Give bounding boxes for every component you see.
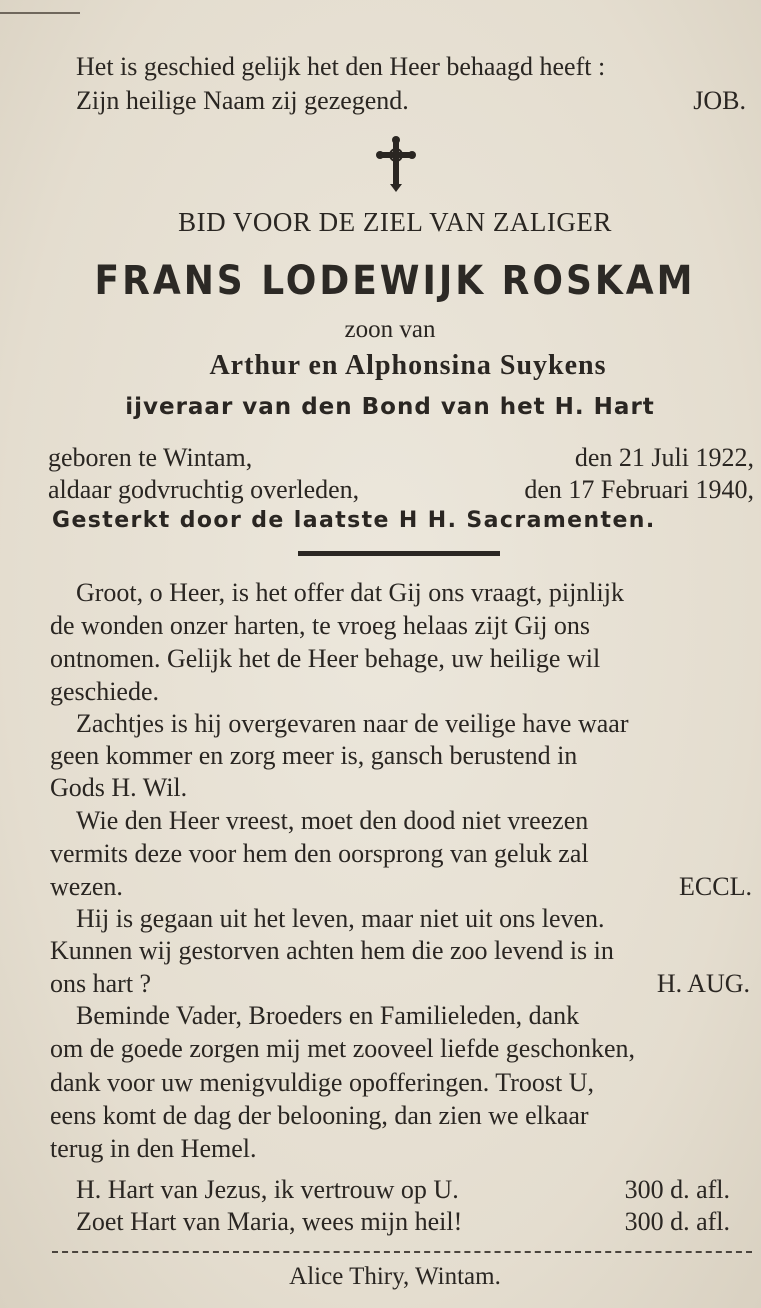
prayer-text: H. Hart van Jezus, ik vertrouw op U. (76, 1175, 459, 1204)
death-line (48, 475, 754, 505)
sacraments-line: Gesterkt door de laatste H H. Sacramenten. (52, 508, 656, 533)
body-line-with-source (50, 969, 750, 999)
parents-names: Arthur en Alphonsina Suykens (209, 350, 607, 381)
divider-rule (298, 551, 500, 556)
body-line: ons hart ? (50, 969, 152, 998)
body-line: geschiede. (50, 677, 160, 706)
quote-source: ECCL. (679, 872, 752, 901)
indulgence: 300 d. afl. (624, 1175, 730, 1204)
birth-date: den 21 Juli 1922, (574, 443, 754, 472)
body-line: eens komt de dag der belooning, dan zien we elkaar (50, 1101, 589, 1130)
body-line: Beminde Vader, Broeders en Familieleden, dank (76, 1001, 580, 1030)
body-line: vermits deze voor hem den oorsprong van geluk zal (50, 839, 589, 868)
body-line: Gods H. Wil. (50, 773, 188, 802)
birth-line (48, 443, 754, 473)
body-line: terug in den Hemel. (50, 1134, 257, 1163)
death-place: aldaar godvruchtig overleden, (48, 475, 360, 504)
ornate-cross-icon (376, 136, 416, 192)
body-line: Kunnen wij gestorven achten hem die zoo levend is in (50, 936, 614, 965)
body-line: ontnomen. Gelijk het de Heer behage, uw heilige wil (50, 644, 601, 673)
dashed-separator (52, 1251, 752, 1253)
prayer-text: Zoet Hart van Maria, wees mijn heil! (76, 1207, 463, 1236)
body-line: Hij is gegaan uit het leven, maar niet uit ons leven. (76, 904, 605, 933)
body-line-with-source (50, 872, 752, 902)
indulgence: 300 d. afl. (624, 1207, 730, 1236)
deceased-name: FRANS LODEWIJK ROSKAM (94, 258, 696, 304)
quote-source: H. AUG. (656, 969, 750, 998)
body-line: dank voor uw menigvuldige opofferingen. Troost U, (50, 1068, 595, 1097)
quote-text: Zijn heilige Naam zij gezegend. (76, 86, 409, 115)
quote-source: JOB. (693, 86, 746, 115)
printer-credit: Alice Thiry, Wintam. (289, 1263, 501, 1290)
quote-line-1: Het is geschied gelijk het den Heer behaagd heeft : (76, 52, 606, 81)
son-of-label: zoon van (344, 316, 436, 343)
body-line: Zachtjes is hij overgevaren naar de veilige have waar (76, 709, 629, 738)
body-line: de wonden onzer harten, te vroeg helaas zijt Gij ons (50, 611, 591, 640)
body-line: wezen. (50, 872, 123, 901)
bond-membership: ijveraar van den Bond van het H. Hart (125, 394, 655, 420)
prayer-line (76, 1175, 730, 1205)
body-line: geen kommer en zorg meer is, gansch berustend in (50, 741, 578, 770)
birth-place: geboren te Wintam, (48, 443, 253, 472)
quote-line-2 (76, 86, 746, 116)
top-edge-line (0, 12, 80, 14)
body-line: Groot, o Heer, is het offer dat Gij ons vraagt, pijnlijk (76, 578, 624, 607)
body-line: om de goede zorgen mij met zooveel liefde geschonken, (50, 1034, 636, 1063)
death-date: den 17 Februari 1940, (524, 475, 754, 504)
pray-heading: BID VOOR DE ZIEL VAN ZALIGER (178, 207, 612, 237)
prayer-line (76, 1207, 730, 1237)
body-line: Wie den Heer vreest, moet den dood niet vreezen (76, 806, 589, 835)
